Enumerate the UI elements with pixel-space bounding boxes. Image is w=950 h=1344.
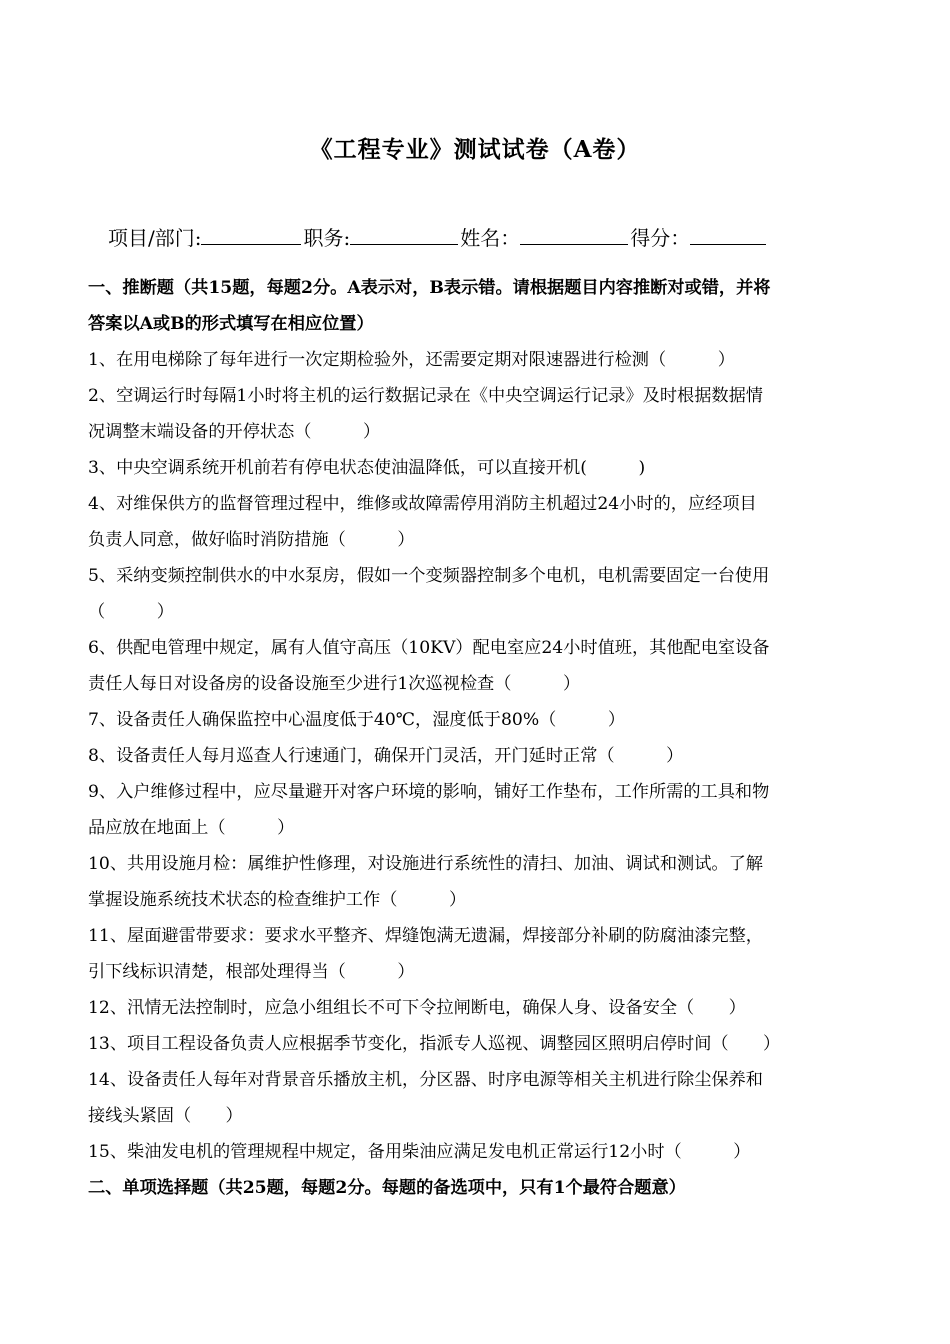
question-text: 14、设备责任人每年对背景音乐播放主机，分区器、时序电源等相关主机进行除尘保养和 bbox=[88, 1070, 763, 1090]
question-text: 负责人同意，做好临时消防措施（ ） bbox=[88, 530, 415, 550]
section2-heading: 二、单项选择题（共25题，每题2分。每题的备选项中，只有1个最符合题意） bbox=[88, 1178, 686, 1198]
question-text: 3、中央空调系统开机前若有停电状态使油温降低，可以直接开机( ) bbox=[88, 458, 646, 478]
question-text: 7、设备责任人确保监控中心温度低于40℃，湿度低于80%（ ） bbox=[88, 710, 626, 730]
project-label: 项目/部门: bbox=[108, 226, 202, 250]
score-label: 得分： bbox=[630, 226, 691, 250]
question-text: 品应放在地面上（ ） bbox=[88, 818, 295, 838]
name-label: 姓名： bbox=[460, 226, 521, 250]
question-item bbox=[88, 450, 858, 486]
question-text: 接线头紧固（ ） bbox=[88, 1106, 243, 1126]
question-text: 5、采纳变频控制供水的中水泵房，假如一个变频器控制多个电机，电机需要固定一台使用 bbox=[88, 566, 770, 586]
question-item bbox=[88, 990, 858, 1026]
question-text: 10、共用设施月检：属维护性修理，对设施进行系统性的清扫、加油、调试和测试。了解 bbox=[88, 854, 763, 874]
question-text: 责任人每日对设备房的设备设施至少进行1次巡视检查（ ） bbox=[88, 674, 581, 694]
question-item bbox=[88, 918, 858, 990]
question-item bbox=[88, 486, 858, 558]
section1-heading-line2: 答案以A或B的形式填写在相应位置） bbox=[88, 314, 374, 334]
question-item bbox=[88, 738, 858, 774]
page-title: 《工程专业》测试试卷（A卷） bbox=[309, 136, 641, 163]
question-text: 况调整末端设备的开停状态（ ） bbox=[88, 422, 381, 442]
info-fields bbox=[108, 222, 768, 251]
question-item bbox=[88, 630, 858, 702]
question-item bbox=[88, 1134, 858, 1170]
question-item bbox=[88, 846, 858, 918]
question-text: 11、屋面避雷带要求：要求水平整齐、焊缝饱满无遗漏，焊接部分补刷的防腐油漆完整， bbox=[88, 926, 763, 946]
question-text: 1、在用电梯除了每年进行一次定期检验外，还需要定期对限速器进行检测（ ） bbox=[88, 350, 735, 370]
question-item bbox=[88, 702, 858, 738]
question-item bbox=[88, 558, 858, 630]
question-text: 引下线标识清楚，根部处理得当（ ） bbox=[88, 962, 415, 982]
name-blank[interactable] bbox=[520, 224, 628, 245]
question-text: 13、项目工程设备负责人应根据季节变化，指派专人巡视、调整园区照明启停时间（ ） bbox=[88, 1034, 781, 1054]
question-text: 4、对维保供方的监督管理过程中，维修或故障需停用消防主机超过24小时的，应经项目 bbox=[88, 494, 757, 514]
question-text: 9、入户维修过程中，应尽量避开对客户环境的影响，铺好工作垫布，工作所需的工具和物 bbox=[88, 782, 770, 802]
question-text: 掌握设施系统技术状态的检查维护工作（ ） bbox=[88, 890, 467, 910]
question-text: （ ） bbox=[88, 602, 174, 622]
question-item bbox=[88, 1026, 858, 1062]
position-blank[interactable] bbox=[350, 224, 458, 245]
question-text: 15、柴油发电机的管理规程中规定，备用柴油应满足发电机正常运行12小时（ ） bbox=[88, 1142, 751, 1162]
score-blank[interactable] bbox=[690, 224, 766, 245]
question-text: 2、空调运行时每隔1小时将主机的运行数据记录在《中央空调运行记录》及时根据数据情 bbox=[88, 386, 763, 406]
question-list bbox=[88, 342, 858, 1170]
question-item bbox=[88, 774, 858, 846]
question-item bbox=[88, 342, 858, 378]
question-item bbox=[88, 1062, 858, 1134]
project-blank[interactable] bbox=[201, 224, 301, 245]
position-label: 职务: bbox=[303, 226, 351, 250]
exam-content bbox=[88, 270, 858, 1206]
section1-heading-line1: 一、推断题（共15题，每题2分。A表示对，B表示错。请根据题目内容推断对或错，并将 bbox=[88, 278, 771, 298]
question-text: 12、汛情无法控制时，应急小组组长不可下令拉闸断电，确保人身、设备安全（ ） bbox=[88, 998, 746, 1018]
question-item bbox=[88, 378, 858, 450]
question-text: 8、设备责任人每月巡查人行速通门，确保开门灵活，开门延时正常（ ） bbox=[88, 746, 684, 766]
question-text: 6、供配电管理中规定，属有人值守高压（10KV）配电室应24小时值班，其他配电室设备 bbox=[88, 638, 770, 658]
